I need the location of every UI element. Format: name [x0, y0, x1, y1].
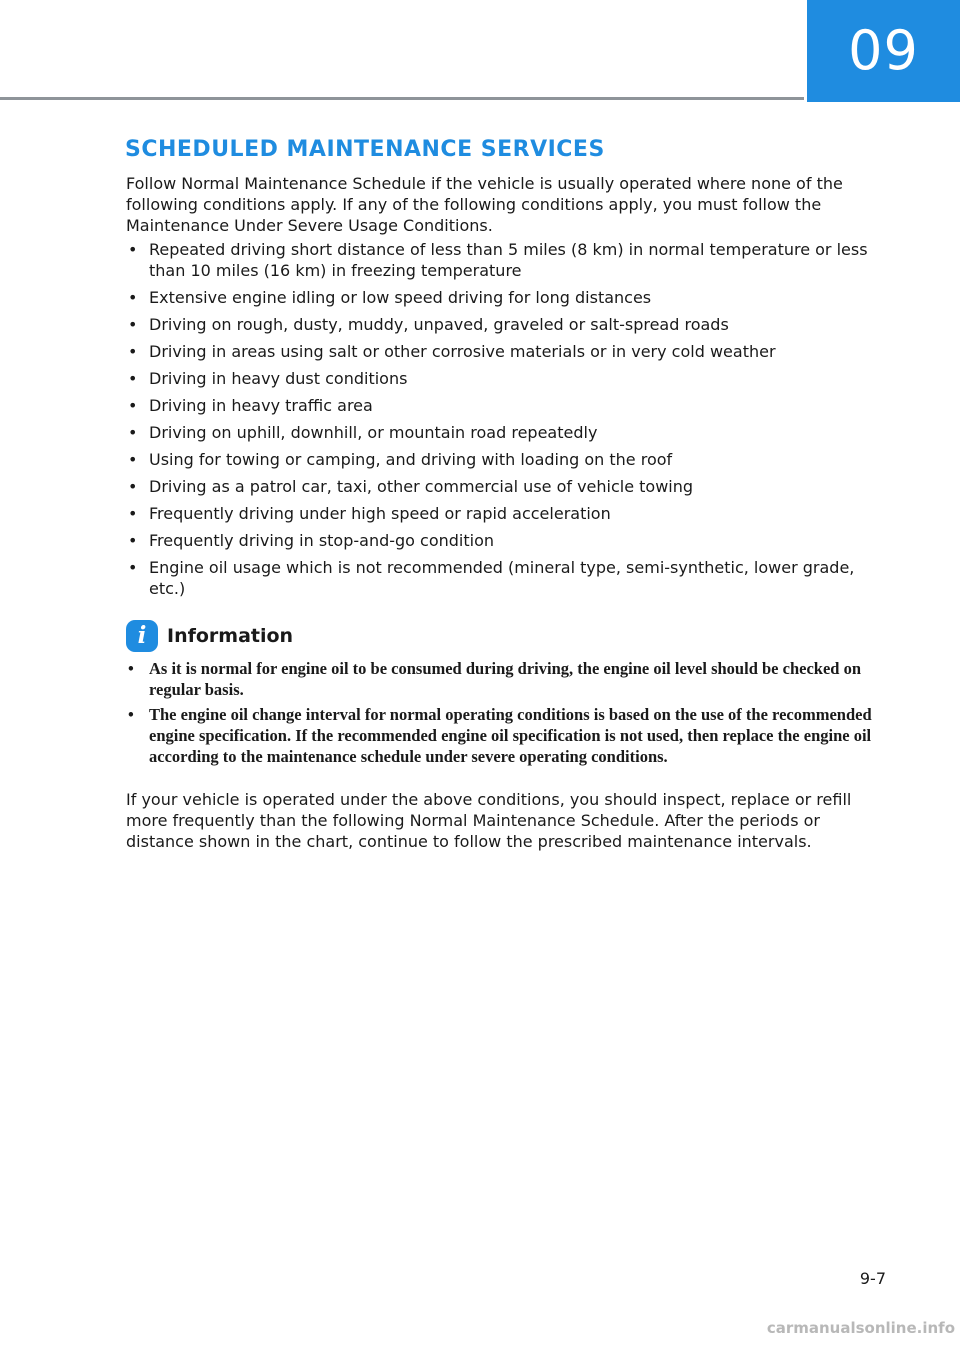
page-content — [126, 173, 888, 852]
list-item: • Engine oil usage which is not recommended (mineral type, semi-synthetic, lower grade, etc.) — [126, 557, 888, 599]
list-item: • Driving in heavy traffic area — [126, 395, 888, 416]
list-item: • Driving as a patrol car, taxi, other commercial use of vehicle towing — [126, 476, 888, 497]
page-number: 9-7 — [859, 1269, 886, 1288]
section-title: SCHEDULED MAINTENANCE SERVICES — [125, 137, 605, 162]
list-item: • Driving in heavy dust conditions — [126, 368, 888, 389]
header-divider — [0, 97, 804, 100]
list-item: • Driving on rough, dusty, muddy, unpaved, graveled or salt-spread roads — [126, 314, 888, 335]
information-list — [126, 658, 888, 767]
list-item: • As it is normal for engine oil to be consumed during driving, the engine oil level should be checked on regular basis. — [126, 658, 888, 700]
list-item: • The engine oil change interval for normal operating conditions is based on the use of the recommended engine specification. If the recommended engine oil specification is not used, then replace the engine oil according to the maintenance schedule under severe operating conditions. — [126, 704, 888, 767]
list-item: • Frequently driving under high speed or rapid acceleration — [126, 503, 888, 524]
list-item: • Driving in areas using salt or other corrosive materials or in very cold weather — [126, 341, 888, 362]
information-heading — [126, 620, 888, 652]
list-item: • Frequently driving in stop-and-go condition — [126, 530, 888, 551]
information-title: Information — [167, 625, 294, 647]
watermark: carmanualsonline.info — [766, 1319, 955, 1337]
list-item: • Repeated driving short distance of less than 5 miles (8 km) in normal temperature or less than 10 miles (16 km) in freezing temperature — [126, 239, 888, 281]
intro-paragraph: Follow Normal Maintenance Schedule if the vehicle is usually operated where none of the following conditions apply. If any of the following conditions apply, you must follow the Maintenance Under Severe Usage Conditions. — [126, 174, 843, 235]
list-item: • Driving on uphill, downhill, or mountain road repeatedly — [126, 422, 888, 443]
severe-conditions-list — [126, 239, 888, 599]
info-icon: i — [126, 620, 158, 652]
list-item: • Using for towing or camping, and driving with loading on the roof — [126, 449, 888, 470]
chapter-tab: 09 — [807, 0, 960, 102]
closing-paragraph: If your vehicle is operated under the above conditions, you should inspect, replace or refill more frequently than the following Normal Maintenance Schedule. After the periods or distance shown in the chart, continue to follow the prescribed maintenance intervals. — [126, 790, 852, 851]
list-item: • Extensive engine idling or low speed driving for long distances — [126, 287, 888, 308]
